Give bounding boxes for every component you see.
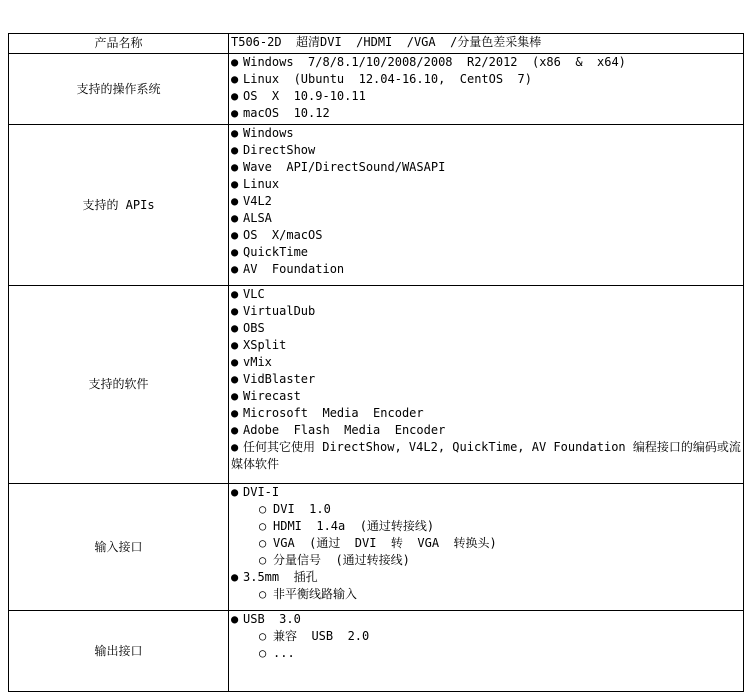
row-label: 支持的操作系统 bbox=[9, 54, 229, 125]
row-label: 支持的 APIs bbox=[9, 125, 229, 286]
row-value bbox=[229, 286, 744, 484]
header-row bbox=[9, 34, 744, 54]
list-item: ● Adobe Flash Media Encoder bbox=[231, 423, 446, 437]
sub-list-item: ○ ... bbox=[259, 646, 295, 660]
list-item: ● Wirecast bbox=[231, 389, 301, 403]
bullet-icon: ● bbox=[231, 321, 239, 335]
header-label: 产品名称 bbox=[9, 34, 229, 54]
bullet-icon: ● bbox=[231, 177, 239, 191]
list-item: ● 任何其它使用 DirectShow, V4L2, QuickTime, AV Foundation 编程接口的编码或流媒体软件 bbox=[231, 440, 741, 471]
bullet-icon: ● bbox=[231, 440, 239, 454]
bullet-icon: ● bbox=[231, 485, 239, 499]
circle-bullet-icon: ○ bbox=[259, 502, 267, 516]
bullet-icon: ● bbox=[231, 143, 239, 157]
row-value bbox=[229, 125, 744, 286]
list-item: ● OBS bbox=[231, 321, 265, 335]
spec-table bbox=[8, 33, 744, 692]
list-item: ● vMix bbox=[231, 355, 272, 369]
sub-list-item: ○ HDMI 1.4a (通过转接线) bbox=[259, 519, 435, 533]
bullet-icon: ● bbox=[231, 194, 239, 208]
circle-bullet-icon: ○ bbox=[259, 553, 267, 567]
bullet-icon: ● bbox=[231, 372, 239, 386]
bullet-icon: ● bbox=[231, 89, 239, 103]
circle-bullet-icon: ○ bbox=[259, 587, 267, 601]
row-value bbox=[229, 54, 744, 125]
row-os bbox=[9, 54, 744, 125]
product-name: T506-2D 超清DVI /HDMI /VGA /分量色差采集棒 bbox=[231, 35, 542, 49]
bullet-icon: ● bbox=[231, 106, 239, 120]
bullet-icon: ● bbox=[231, 55, 239, 69]
bullet-icon: ● bbox=[231, 570, 239, 584]
sub-list-item: ○ DVI 1.0 bbox=[259, 502, 331, 516]
list-item: ● Linux bbox=[231, 177, 280, 191]
list-item: ● Linux (Ubuntu 12.04-16.10, CentOS 7) bbox=[231, 72, 532, 86]
list-item: ● USB 3.0 bbox=[231, 612, 301, 626]
bullet-icon: ● bbox=[231, 612, 239, 626]
bullet-icon: ● bbox=[231, 355, 239, 369]
circle-bullet-icon: ○ bbox=[259, 519, 267, 533]
list-item: ● DVI-I bbox=[231, 485, 280, 499]
list-item: ● VidBlaster bbox=[231, 372, 316, 386]
row-label: 输出接口 bbox=[9, 611, 229, 692]
bullet-icon: ● bbox=[231, 245, 239, 259]
row-value bbox=[229, 611, 744, 692]
bullet-icon: ● bbox=[231, 211, 239, 225]
bullet-icon: ● bbox=[231, 262, 239, 276]
bullet-icon: ● bbox=[231, 406, 239, 420]
list-item: ● OS X/macOS bbox=[231, 228, 323, 242]
sub-list-item: ○ VGA (通过 DVI 转 VGA 转换头) bbox=[259, 536, 497, 550]
list-item: ● Windows 7/8/8.1/10/2008/2008 R2/2012 (x86 & x64) bbox=[231, 55, 626, 69]
list-item: ● ALSA bbox=[231, 211, 272, 225]
bullet-icon: ● bbox=[231, 389, 239, 403]
list-item: ● AV Foundation bbox=[231, 262, 345, 276]
bullet-icon: ● bbox=[231, 228, 239, 242]
list-item: ● 3.5mm 插孔 bbox=[231, 570, 318, 584]
header-value bbox=[229, 34, 744, 54]
bullet-icon: ● bbox=[231, 126, 239, 140]
list-item: ● VirtualDub bbox=[231, 304, 316, 318]
circle-bullet-icon: ○ bbox=[259, 646, 267, 660]
row-label: 支持的软件 bbox=[9, 286, 229, 484]
list-item: ● Windows bbox=[231, 126, 294, 140]
list-item: ● V4L2 bbox=[231, 194, 272, 208]
bullet-icon: ● bbox=[231, 423, 239, 437]
bullet-icon: ● bbox=[231, 160, 239, 174]
list-item: ● macOS 10.12 bbox=[231, 106, 330, 120]
sub-list-item: ○ 分量信号 (通过转接线) bbox=[259, 553, 410, 567]
circle-bullet-icon: ○ bbox=[259, 536, 267, 550]
sub-list-item: ○ 兼容 USB 2.0 bbox=[259, 629, 370, 643]
list-item: ● XSplit bbox=[231, 338, 287, 352]
bullet-icon: ● bbox=[231, 338, 239, 352]
row-value bbox=[229, 484, 744, 611]
list-item: ● OS X 10.9-10.11 bbox=[231, 89, 366, 103]
row-input bbox=[9, 484, 744, 611]
bullet-icon: ● bbox=[231, 72, 239, 86]
bullet-icon: ● bbox=[231, 287, 239, 301]
row-software bbox=[9, 286, 744, 484]
list-item: ● DirectShow bbox=[231, 143, 316, 157]
list-item: ● Wave API/DirectSound/WASAPI bbox=[231, 160, 446, 174]
list-item: ● Microsoft Media Encoder bbox=[231, 406, 424, 420]
list-item: ● QuickTime bbox=[231, 245, 309, 259]
row-label: 输入接口 bbox=[9, 484, 229, 611]
sub-list-item: ○ 非平衡线路输入 bbox=[259, 587, 358, 601]
bullet-icon: ● bbox=[231, 304, 239, 318]
list-item: ● VLC bbox=[231, 287, 265, 301]
row-apis bbox=[9, 125, 744, 286]
row-output bbox=[9, 611, 744, 692]
circle-bullet-icon: ○ bbox=[259, 629, 267, 643]
